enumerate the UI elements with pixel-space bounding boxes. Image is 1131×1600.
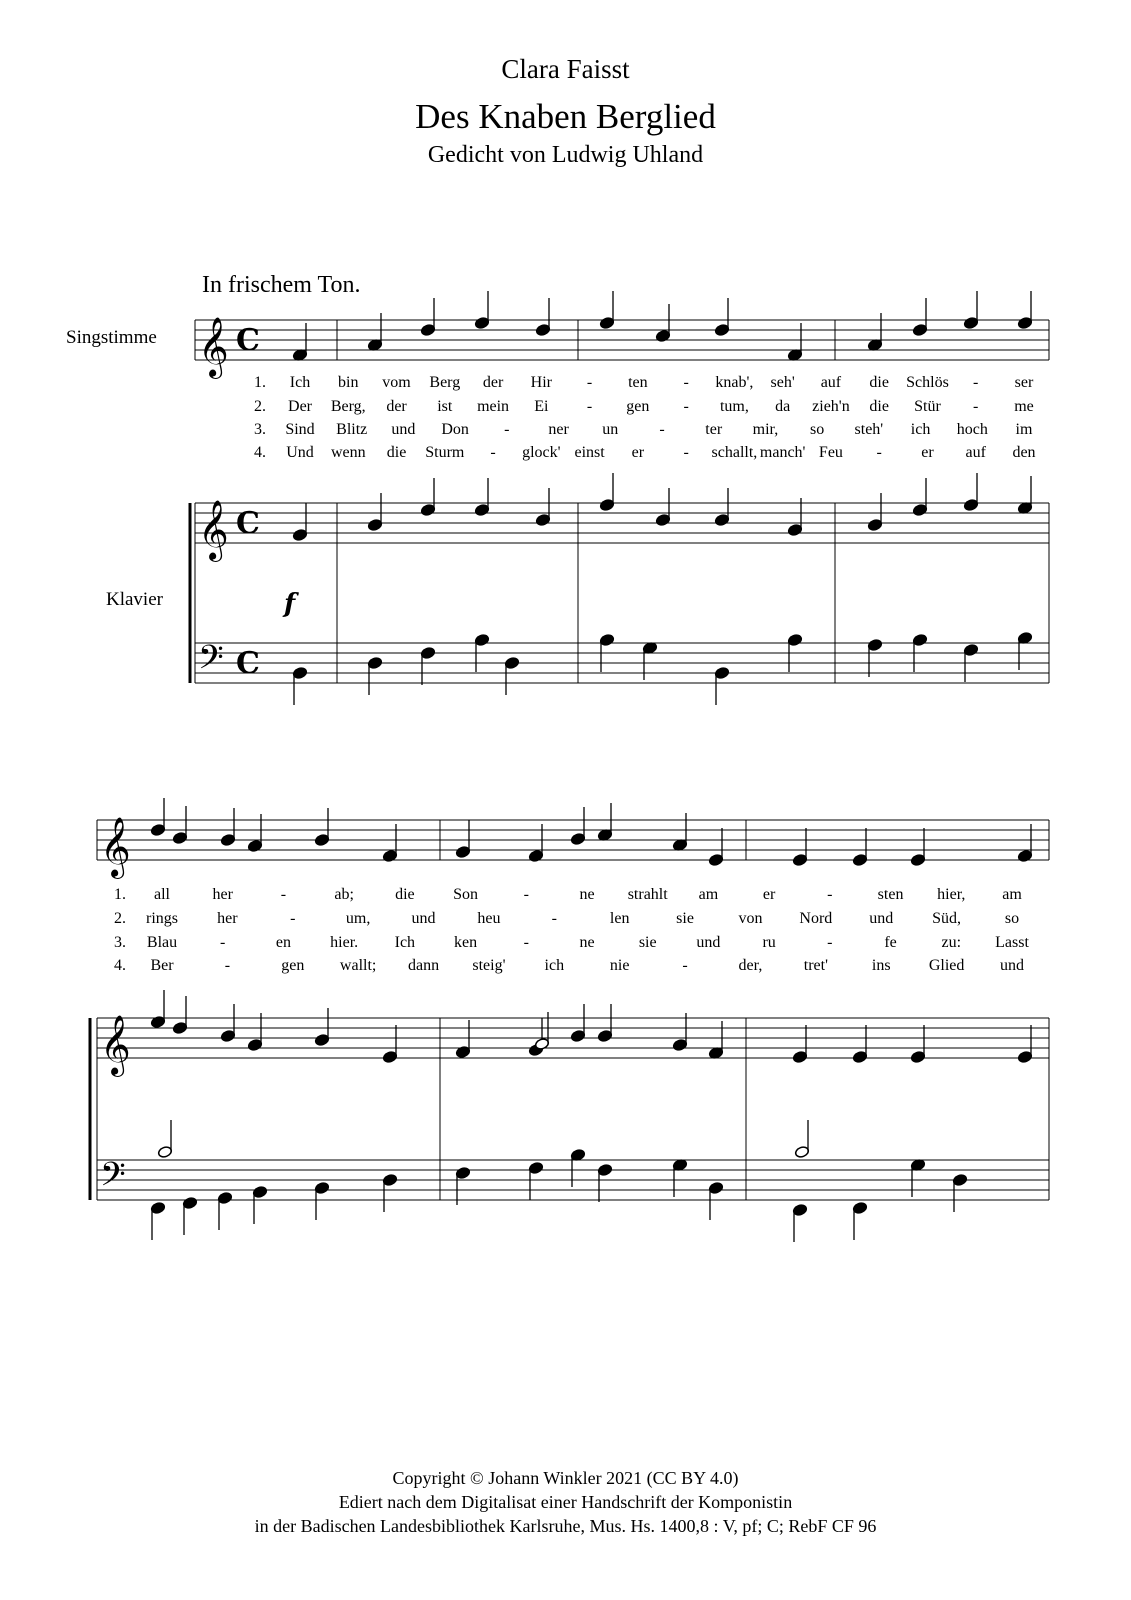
- treble-clef: 𝄞: [100, 817, 131, 877]
- lyric-syllable: bin: [338, 374, 359, 391]
- lyric-syllable: Schlös: [906, 374, 949, 391]
- lyric-syllable: hier.: [330, 934, 359, 951]
- lyric-syllable: gen: [281, 957, 305, 974]
- instrument-label-piano: Klavier: [106, 589, 163, 610]
- lyric-syllable: Sturm: [425, 444, 465, 461]
- subtitle: Gedicht von Ludwig Uhland: [427, 142, 704, 168]
- treble-clef: 𝄞: [198, 500, 229, 560]
- lyric-syllable: Son: [453, 886, 479, 903]
- lyric-syllable: -: [551, 910, 557, 927]
- lyric-syllable: seh': [770, 374, 795, 391]
- lyric-syllable: knab',: [715, 374, 754, 391]
- lyric-syllable: nie: [609, 957, 630, 974]
- lyric-syllable: -: [827, 886, 833, 903]
- edition-note: Ediert nach dem Digitalisat einer Handschrift der Komponistin: [338, 1492, 793, 1512]
- verse-number: 1.: [254, 374, 266, 391]
- lyric-syllable: auf: [820, 374, 842, 391]
- lyric-syllable: auf: [965, 444, 986, 461]
- lyric-syllable: glock': [522, 444, 561, 461]
- verse-number: 2.: [114, 910, 126, 927]
- lyric-syllable: und: [391, 421, 416, 438]
- lyric-syllable: -: [827, 934, 833, 951]
- lyric-syllable: ins: [871, 957, 891, 974]
- lyric-syllable: ne: [579, 934, 595, 951]
- lyric-syllable: her: [217, 910, 238, 927]
- verse-number: 4.: [114, 957, 126, 974]
- lyric-syllable: Feu: [818, 444, 843, 461]
- lyric-syllable: Glied: [928, 957, 965, 974]
- lyric-syllable: die: [395, 886, 415, 903]
- lyric-syllable: -: [683, 374, 689, 391]
- lyric-syllable: Lasst: [995, 934, 1029, 951]
- verse-number: 4.: [254, 444, 266, 461]
- lyric-syllable: Berg,: [330, 398, 366, 415]
- lyric-syllable: ru: [762, 934, 776, 951]
- lyric-syllable: un: [602, 421, 619, 438]
- treble-clef: 𝄞: [198, 317, 229, 377]
- lyric-syllable: und: [411, 910, 436, 927]
- lyric-syllable: -: [659, 421, 665, 438]
- lyric-syllable: mein: [477, 398, 510, 415]
- lyric-syllable: Ei: [534, 398, 549, 415]
- lyric-syllable: wenn: [330, 444, 366, 461]
- lyric-syllable: tum,: [719, 398, 749, 415]
- lyric-syllable: die: [386, 444, 407, 461]
- lyric-syllable: sie: [638, 934, 657, 951]
- lyric-syllable: en: [275, 934, 291, 951]
- dynamic-forte: f: [284, 589, 296, 619]
- copyright-line: Copyright © Johann Winkler 2021 (CC BY 4.0): [392, 1468, 739, 1488]
- lyric-syllable: ab;: [334, 886, 354, 903]
- lyric-syllable: ten: [628, 374, 648, 391]
- tempo-marking: In frischem Ton.: [202, 272, 361, 298]
- lyric-syllable: heu: [477, 910, 501, 927]
- lyric-syllable: mir,: [752, 421, 779, 438]
- page-title: Des Knaben Berglied: [415, 97, 716, 136]
- lyric-syllable: her: [212, 886, 233, 903]
- lyric-syllable: Ber: [150, 957, 174, 974]
- lyric-syllable: -: [290, 910, 296, 927]
- lyric-syllable: -: [280, 886, 287, 903]
- lyric-syllable: Ich: [394, 934, 416, 951]
- lyric-syllable: sten: [877, 886, 904, 903]
- lyric-syllable: er: [762, 886, 776, 903]
- lyric-syllable: -: [682, 957, 688, 974]
- time-signature: C: [236, 646, 260, 681]
- lyric-syllable: ner: [548, 421, 569, 438]
- lyric-syllable: ist: [437, 398, 453, 415]
- lyric-syllable: und: [1000, 957, 1024, 974]
- lyric-syllable: der: [482, 374, 504, 391]
- lyric-syllable: um,: [345, 910, 371, 927]
- treble-clef: 𝄞: [100, 1015, 131, 1075]
- lyric-syllable: ter: [705, 421, 723, 438]
- lyric-syllable: der: [386, 398, 407, 415]
- lyric-syllable: zu:: [941, 934, 962, 951]
- lyric-syllable: manch': [759, 444, 806, 461]
- lyric-syllable: ne: [579, 886, 595, 903]
- lyric-syllable: einst: [574, 444, 605, 461]
- lyric-syllable: len: [609, 910, 630, 927]
- lyric-syllable: fe: [884, 934, 897, 951]
- lyric-syllable: -: [586, 398, 593, 415]
- lyric-syllable: der,: [738, 957, 763, 974]
- lyric-syllable: am: [1002, 886, 1022, 903]
- lyric-syllable: da: [775, 398, 791, 415]
- bass-clef: 𝄢: [100, 1156, 126, 1202]
- lyric-syllable: Berg: [429, 374, 461, 391]
- lyric-syllable: die: [869, 374, 889, 391]
- lyric-syllable: rings: [146, 910, 178, 927]
- lyric-syllable: die: [869, 398, 889, 415]
- lyric-syllable: -: [504, 421, 510, 438]
- lyric-syllable: am: [698, 886, 719, 903]
- lyric-syllable: -: [523, 934, 529, 951]
- lyric-syllable: -: [523, 886, 529, 903]
- lyric-syllable: schallt,: [711, 444, 758, 461]
- lyric-syllable: Don: [441, 421, 469, 438]
- lyric-syllable: den: [1012, 444, 1036, 461]
- lyric-syllable: ich: [910, 421, 931, 438]
- lyric-syllable: zieh'n: [812, 398, 850, 415]
- lyric-syllable: all: [154, 886, 170, 903]
- lyric-syllable: und: [696, 934, 721, 951]
- lyric-syllable: ken: [454, 934, 478, 951]
- time-signature: C: [236, 506, 260, 541]
- lyric-syllable: -: [973, 374, 979, 391]
- lyric-syllable: me: [1014, 398, 1034, 415]
- lyric-syllable: von: [738, 910, 763, 927]
- instrument-label-voice: Singstimme: [66, 327, 157, 348]
- source-note: in der Badischen Landesbibliothek Karlsruhe, Mus. Hs. 1400,8 : V, pf; C; RebF CF 96: [254, 1516, 877, 1536]
- lyric-syllable: strahlt: [627, 886, 668, 903]
- composer: Clara Faisst: [501, 54, 630, 84]
- lyric-syllable: Nord: [799, 910, 833, 927]
- lyric-syllable: Süd,: [932, 910, 962, 927]
- lyric-syllable: er: [631, 444, 645, 461]
- lyric-syllable: -: [220, 934, 226, 951]
- lyric-syllable: -: [490, 444, 496, 461]
- lyric-syllable: -: [224, 957, 231, 974]
- lyric-syllable: steh': [854, 421, 884, 438]
- lyric-syllable: so: [1004, 910, 1020, 927]
- lyric-syllable: tret': [803, 957, 828, 974]
- lyric-syllable: Hir: [530, 374, 552, 391]
- lyric-syllable: Der: [288, 398, 312, 415]
- lyric-syllable: dann: [407, 957, 440, 974]
- lyric-syllable: Blitz: [336, 421, 368, 438]
- lyric-syllable: er: [921, 444, 934, 461]
- lyric-syllable: hoch: [956, 421, 988, 438]
- lyric-syllable: Und: [286, 444, 314, 461]
- lyric-syllable: im: [1015, 421, 1033, 438]
- lyric-syllable: vom: [382, 374, 411, 391]
- lyric-syllable: -: [683, 398, 689, 415]
- lyric-syllable: gen: [626, 398, 650, 415]
- lyric-syllable: -: [876, 444, 882, 461]
- time-signature: C: [236, 323, 260, 358]
- lyric-syllable: so: [810, 421, 825, 438]
- lyric-syllable: und: [869, 910, 894, 927]
- lyric-syllable: Stür: [914, 398, 941, 415]
- lyric-syllable: steig': [472, 957, 506, 974]
- lyric-syllable: Blau: [146, 934, 178, 951]
- lyric-syllable: -: [973, 398, 979, 415]
- lyric-syllable: ich: [544, 957, 565, 974]
- lyric-syllable: Ich: [289, 374, 311, 391]
- verse-number: 3.: [114, 934, 126, 951]
- lyric-syllable: Sind: [285, 421, 315, 438]
- verse-number: 1.: [114, 886, 126, 903]
- lyric-syllable: -: [683, 444, 689, 461]
- lyric-syllable: wallt;: [339, 957, 377, 974]
- verse-number: 2.: [254, 398, 266, 415]
- lyric-syllable: sie: [676, 910, 694, 927]
- lyric-syllable: -: [586, 374, 593, 391]
- lyric-syllable: hier,: [937, 886, 966, 903]
- lyric-syllable: ser: [1014, 374, 1034, 391]
- bass-clef: 𝄢: [198, 639, 224, 685]
- verse-number: 3.: [254, 421, 266, 438]
